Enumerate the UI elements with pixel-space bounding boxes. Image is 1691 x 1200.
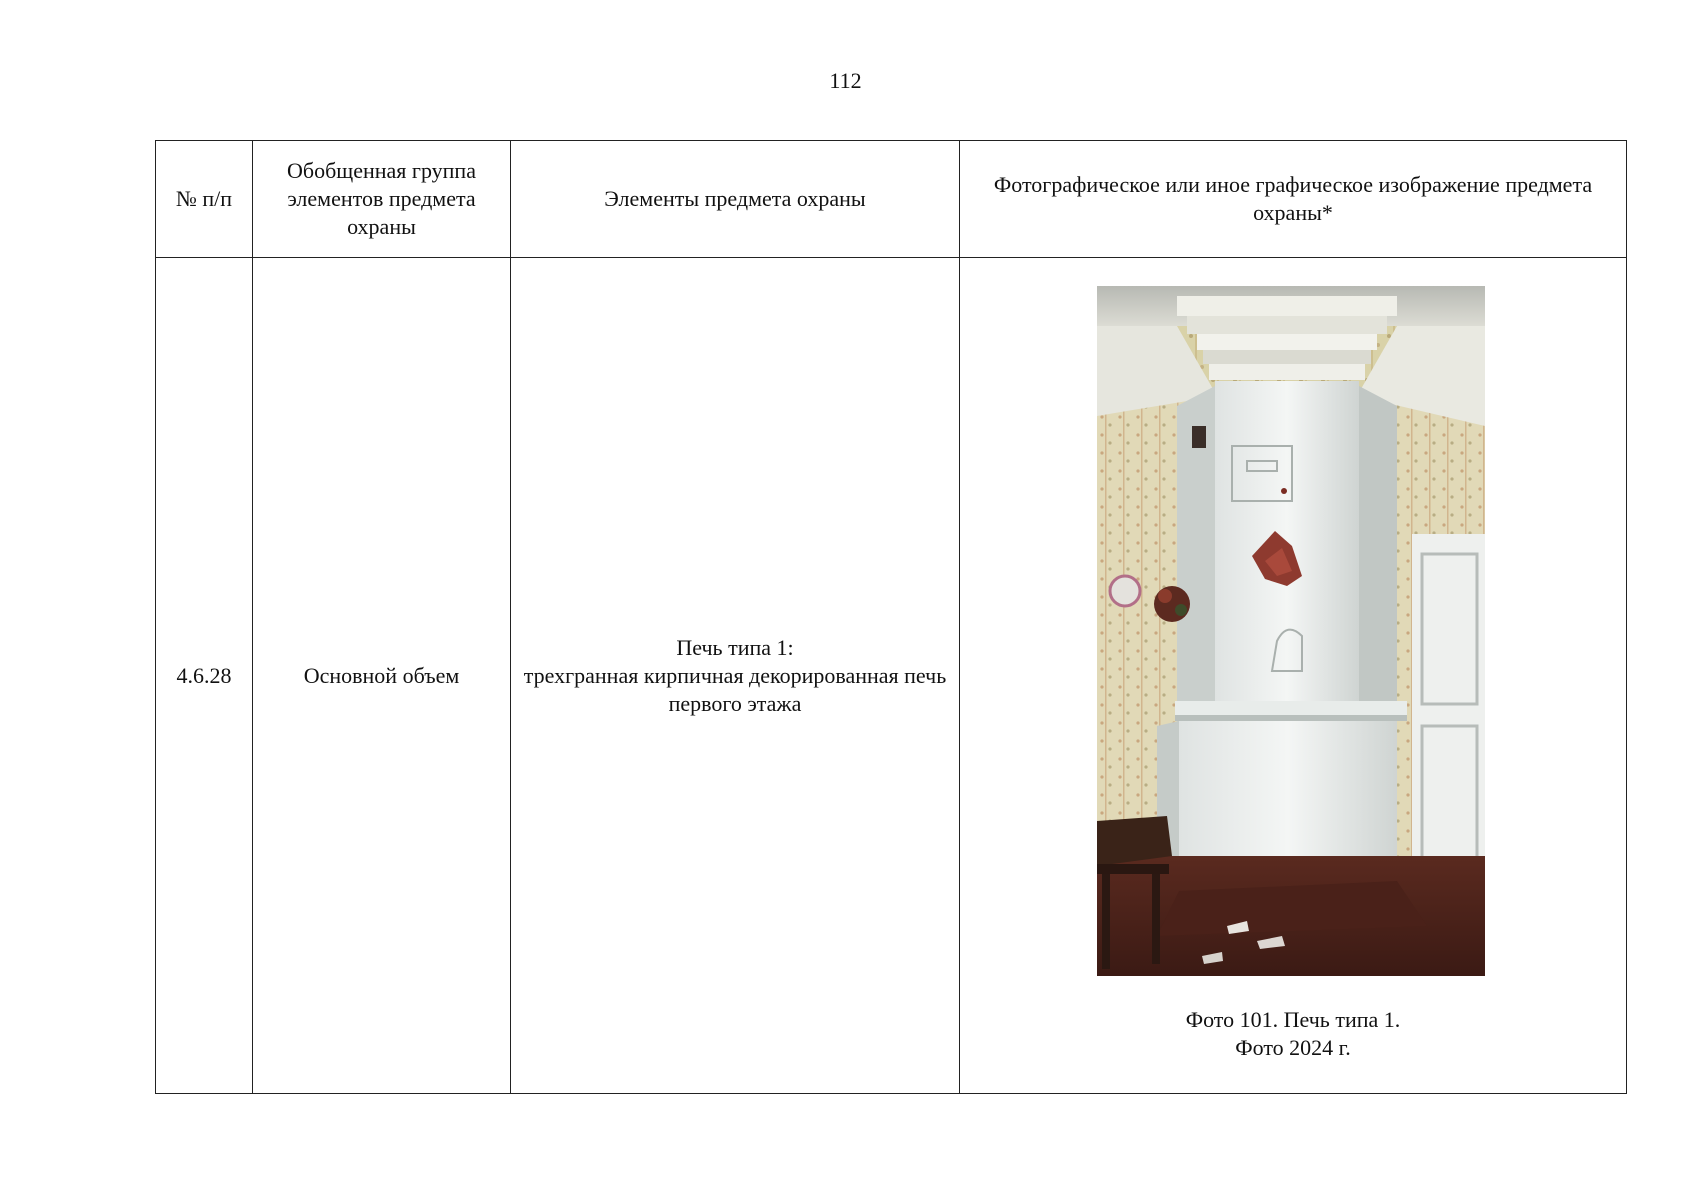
row-group: Основной объем <box>253 258 511 1094</box>
photo-caption-line1: Фото 101. Печь типа 1. <box>1185 1007 1401 1032</box>
photo-caption-line2: Фото 2024 г. <box>1235 1035 1351 1060</box>
table-header-row <box>156 141 1627 258</box>
row-elements <box>511 258 960 1094</box>
row-number: 4.6.28 <box>156 258 253 1094</box>
row-photo-cell <box>960 258 1627 1094</box>
element-title: Печь типа 1: <box>676 634 794 660</box>
element-description: трехгранная кирпичная декорированная печь первого этажа <box>523 662 947 716</box>
header-photo: Фотографическое или иное графическое изображение предмета охраны* <box>960 141 1627 258</box>
page-number: 112 <box>829 68 862 93</box>
header-number: № п/п <box>156 141 253 258</box>
header-elements: Элементы предмета охраны <box>511 141 960 258</box>
table-row <box>156 258 1627 1094</box>
stove-photo <box>1097 286 1485 976</box>
header-group: Обобщенная группа элементов предмета охраны <box>253 141 511 258</box>
protection-elements-table <box>155 140 1627 1094</box>
photo-caption <box>960 1006 1626 1062</box>
